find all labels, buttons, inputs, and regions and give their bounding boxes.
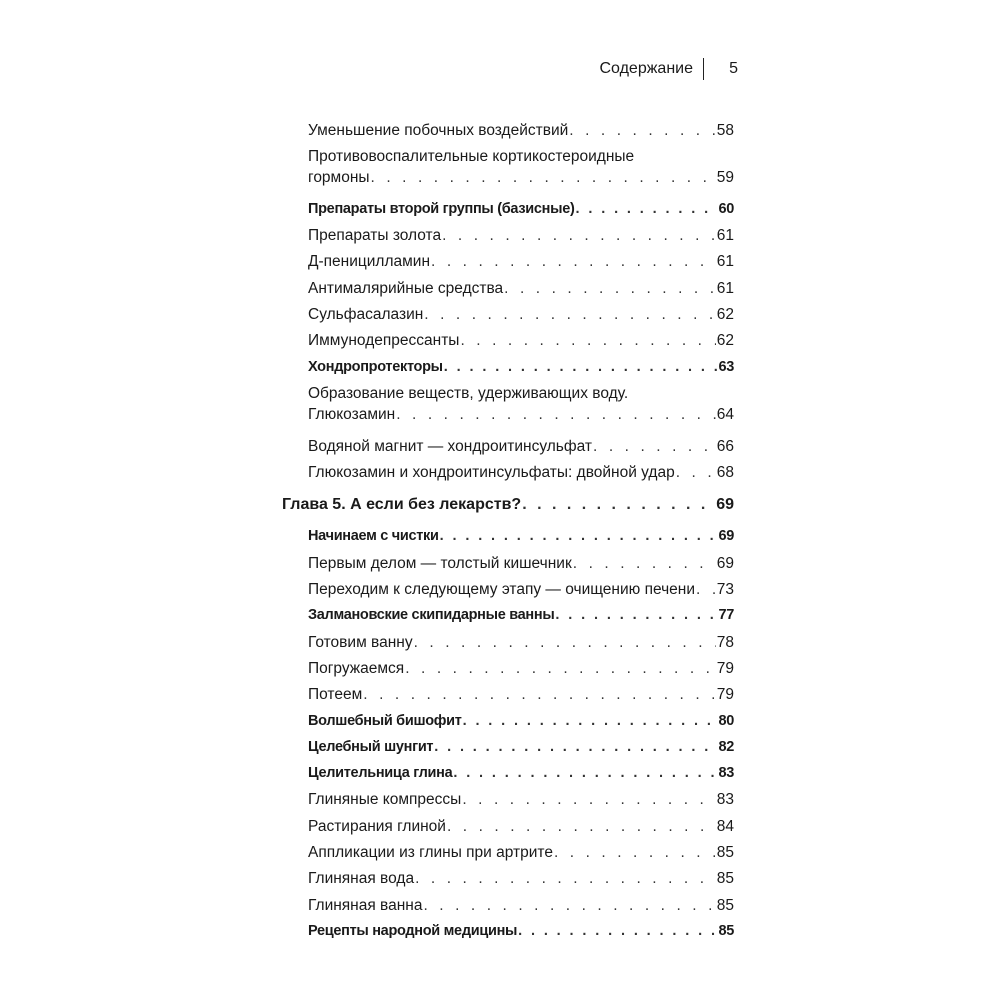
toc-entry-title: Волшебный бишофит (308, 712, 462, 729)
dot-leader (371, 167, 716, 188)
toc-entry-page: 78 (716, 633, 734, 651)
toc-subsection (308, 577, 734, 603)
toc-entry-page: 80 (718, 712, 734, 729)
toc-entry-page: 85 (716, 896, 734, 914)
toc-entry-title: Водяной магнит — хондроитинсульфат (308, 437, 592, 455)
dot-leader (444, 357, 718, 378)
toc-subsection (308, 682, 734, 708)
toc-entry-page: 61 (716, 279, 734, 297)
toc-entry-title: Готовим ванну (308, 633, 413, 651)
toc-entry-title-line1: Противовоспалительные кортикостероидные (308, 148, 635, 166)
toc-entry-line (308, 579, 734, 600)
toc-entry-title: Глюкозамин (308, 405, 396, 423)
toc-entry-page: 60 (718, 200, 734, 217)
dot-leader (554, 842, 716, 863)
toc-entry-page: 85 (718, 922, 734, 939)
toc-entry-title: Целительница глина (308, 765, 453, 782)
toc-subsection (308, 866, 734, 892)
dot-leader (423, 895, 715, 916)
toc-entry-line (308, 789, 734, 810)
toc-subsection (308, 118, 734, 144)
toc-entry-page: 68 (716, 463, 734, 481)
toc-entry-line (308, 251, 734, 272)
toc-entry-line (308, 711, 734, 732)
toc-entry-title: Погружаемся (308, 659, 405, 677)
toc-entry-page: 64 (716, 405, 734, 423)
toc-entry-page: 85 (716, 844, 734, 862)
toc-entry-title: Сульфасалазин (308, 306, 424, 324)
toc-entry-title: гормоны (308, 169, 370, 187)
toc-section (308, 919, 734, 945)
toc-subsection (308, 223, 734, 249)
dot-leader (676, 462, 716, 483)
toc-entry-title: Иммунодепрессанты (308, 332, 460, 350)
toc-entry-line (308, 737, 734, 758)
page-number: 5 (729, 60, 738, 77)
toc-entry-title: Потеем (308, 686, 363, 704)
toc-entry-line (308, 895, 734, 916)
toc-entry-page: 61 (716, 253, 734, 271)
toc-subsection (308, 814, 734, 840)
dot-leader (434, 737, 717, 758)
toc-entry-page: 69 (716, 496, 734, 514)
toc-entry-title: Препараты золота (308, 227, 442, 245)
toc-entry-title: Глиняная ванна (308, 896, 423, 914)
dot-leader (555, 605, 717, 626)
toc-entry-page: 59 (716, 169, 734, 187)
dot-leader (522, 494, 708, 515)
toc-subsection (308, 249, 734, 275)
dot-leader (363, 684, 716, 705)
dot-leader (442, 225, 716, 246)
toc-entry-line (308, 763, 734, 784)
dot-leader (424, 304, 715, 325)
toc-entry-title: Глава 5. А если без лекарств? (282, 496, 522, 514)
dot-leader (447, 816, 716, 837)
toc-entry-page: 58 (716, 122, 734, 139)
dot-leader (396, 404, 716, 425)
toc-entry-title: Целебный шунгит (308, 738, 434, 755)
toc-entry-page: 69 (718, 528, 734, 545)
toc-subsection (308, 144, 734, 197)
toc-section (308, 735, 734, 761)
toc-entry-line (308, 120, 734, 141)
toc-section (308, 524, 734, 550)
toc-entry-line (308, 658, 734, 679)
toc-subsection (308, 551, 734, 577)
dot-leader (576, 199, 718, 220)
toc-subsection (308, 630, 734, 656)
toc-entry-page: 82 (718, 738, 734, 755)
toc-entry-line (308, 304, 734, 325)
toc-entry-title: Аппликации из глины при артрите (308, 844, 553, 862)
toc-entry-line (308, 553, 734, 574)
toc-entry-title: Глиняная вода (308, 870, 415, 888)
toc-entry-line (282, 494, 734, 515)
table-of-contents (282, 118, 734, 945)
dot-leader (440, 526, 718, 547)
toc-entry-title: Растирания глиной (308, 817, 446, 835)
toc-entry-page: 63 (718, 358, 734, 375)
toc-entry-title: Хондропротекторы (308, 358, 443, 375)
toc-subsection (308, 434, 734, 460)
toc-subsection (308, 893, 734, 919)
toc-entry-line (308, 816, 734, 837)
toc-entry-line (308, 526, 734, 547)
dot-leader (415, 868, 716, 889)
dot-leader (569, 120, 715, 141)
toc-entry-title: Антималярийные средства (308, 279, 504, 297)
toc-section (308, 709, 734, 735)
toc-entry-line (308, 330, 734, 351)
toc-subsection (308, 328, 734, 354)
toc-section (308, 197, 734, 223)
dot-leader (573, 553, 716, 574)
dot-leader (463, 711, 718, 732)
toc-entry-title: Залмановские скипидарные ванны (308, 607, 555, 624)
toc-entry-title: Глюкозамин и хондроитинсульфаты: двойной удар (308, 463, 675, 481)
toc-entry-page: 62 (716, 306, 734, 324)
toc-entry-line (308, 167, 734, 188)
running-head (560, 57, 740, 81)
toc-entry-page: 84 (716, 817, 734, 835)
dot-leader (414, 632, 716, 653)
toc-entry-line (308, 921, 734, 942)
toc-entry-line (308, 199, 734, 220)
toc-section (308, 355, 734, 381)
dot-leader (405, 658, 716, 679)
toc-entry-line (308, 462, 734, 483)
toc-entry-page: 62 (716, 332, 734, 350)
toc-entry-line (308, 225, 734, 246)
toc-subsection (308, 787, 734, 813)
toc-entry-page: 79 (716, 659, 734, 677)
toc-entry-line (308, 357, 734, 378)
toc-entry-title: Рецепты народной медицины (308, 922, 518, 939)
toc-entry-page: 83 (718, 765, 734, 782)
dot-leader (518, 921, 717, 942)
dot-leader (460, 330, 715, 351)
toc-entry-page: 73 (716, 581, 734, 599)
toc-entry-title: Переходим к следующему этапу — очищению печени (308, 581, 695, 599)
dot-leader (504, 278, 716, 299)
running-head-title: Содержание (599, 60, 693, 77)
toc-entry-title: Первым делом — толстый кишечник (308, 554, 572, 572)
toc-entry-title: Глиняные компрессы (308, 791, 462, 809)
toc-entry-title: Д-пеницилламин (308, 253, 431, 271)
toc-section (308, 603, 734, 629)
toc-entry-page: 61 (716, 227, 734, 245)
toc-subsection (308, 840, 734, 866)
toc-entry-page: 79 (716, 686, 734, 704)
toc-subsection (308, 656, 734, 682)
toc-entry-title: Препараты второй группы (базисные) (308, 200, 575, 217)
toc-subsection (308, 276, 734, 302)
toc-entry-line (308, 404, 734, 425)
toc-entry-title-line1: Образование веществ, удерживающих воду. (308, 384, 629, 402)
toc-entry-title: Уменьшение побочных воздействий (308, 122, 569, 139)
toc-entry-page: 77 (718, 607, 734, 624)
toc-entry-line (308, 605, 734, 626)
toc-chapter (282, 492, 734, 518)
running-head-divider (703, 58, 704, 80)
toc-subsection (308, 302, 734, 328)
toc-entry-line (308, 684, 734, 705)
toc-entry-line (308, 632, 734, 653)
toc-section (308, 761, 734, 787)
toc-subsection (308, 381, 734, 434)
toc-entry-page: 83 (716, 791, 734, 809)
toc-entry-title: Начинаем с чистки (308, 528, 439, 545)
dot-leader (431, 251, 716, 272)
toc-entry-line (308, 436, 734, 457)
toc-entry-page: 66 (716, 437, 734, 455)
toc-entry-line (308, 868, 734, 889)
toc-entry-page: 85 (716, 870, 734, 888)
toc-subsection (308, 460, 734, 486)
toc-entry-line (308, 278, 734, 299)
dot-leader (462, 789, 715, 810)
toc-entry-page: 69 (716, 554, 734, 572)
dot-leader (453, 763, 717, 784)
dot-leader (593, 436, 716, 457)
toc-entry-line (308, 842, 734, 863)
dot-leader (696, 579, 716, 600)
